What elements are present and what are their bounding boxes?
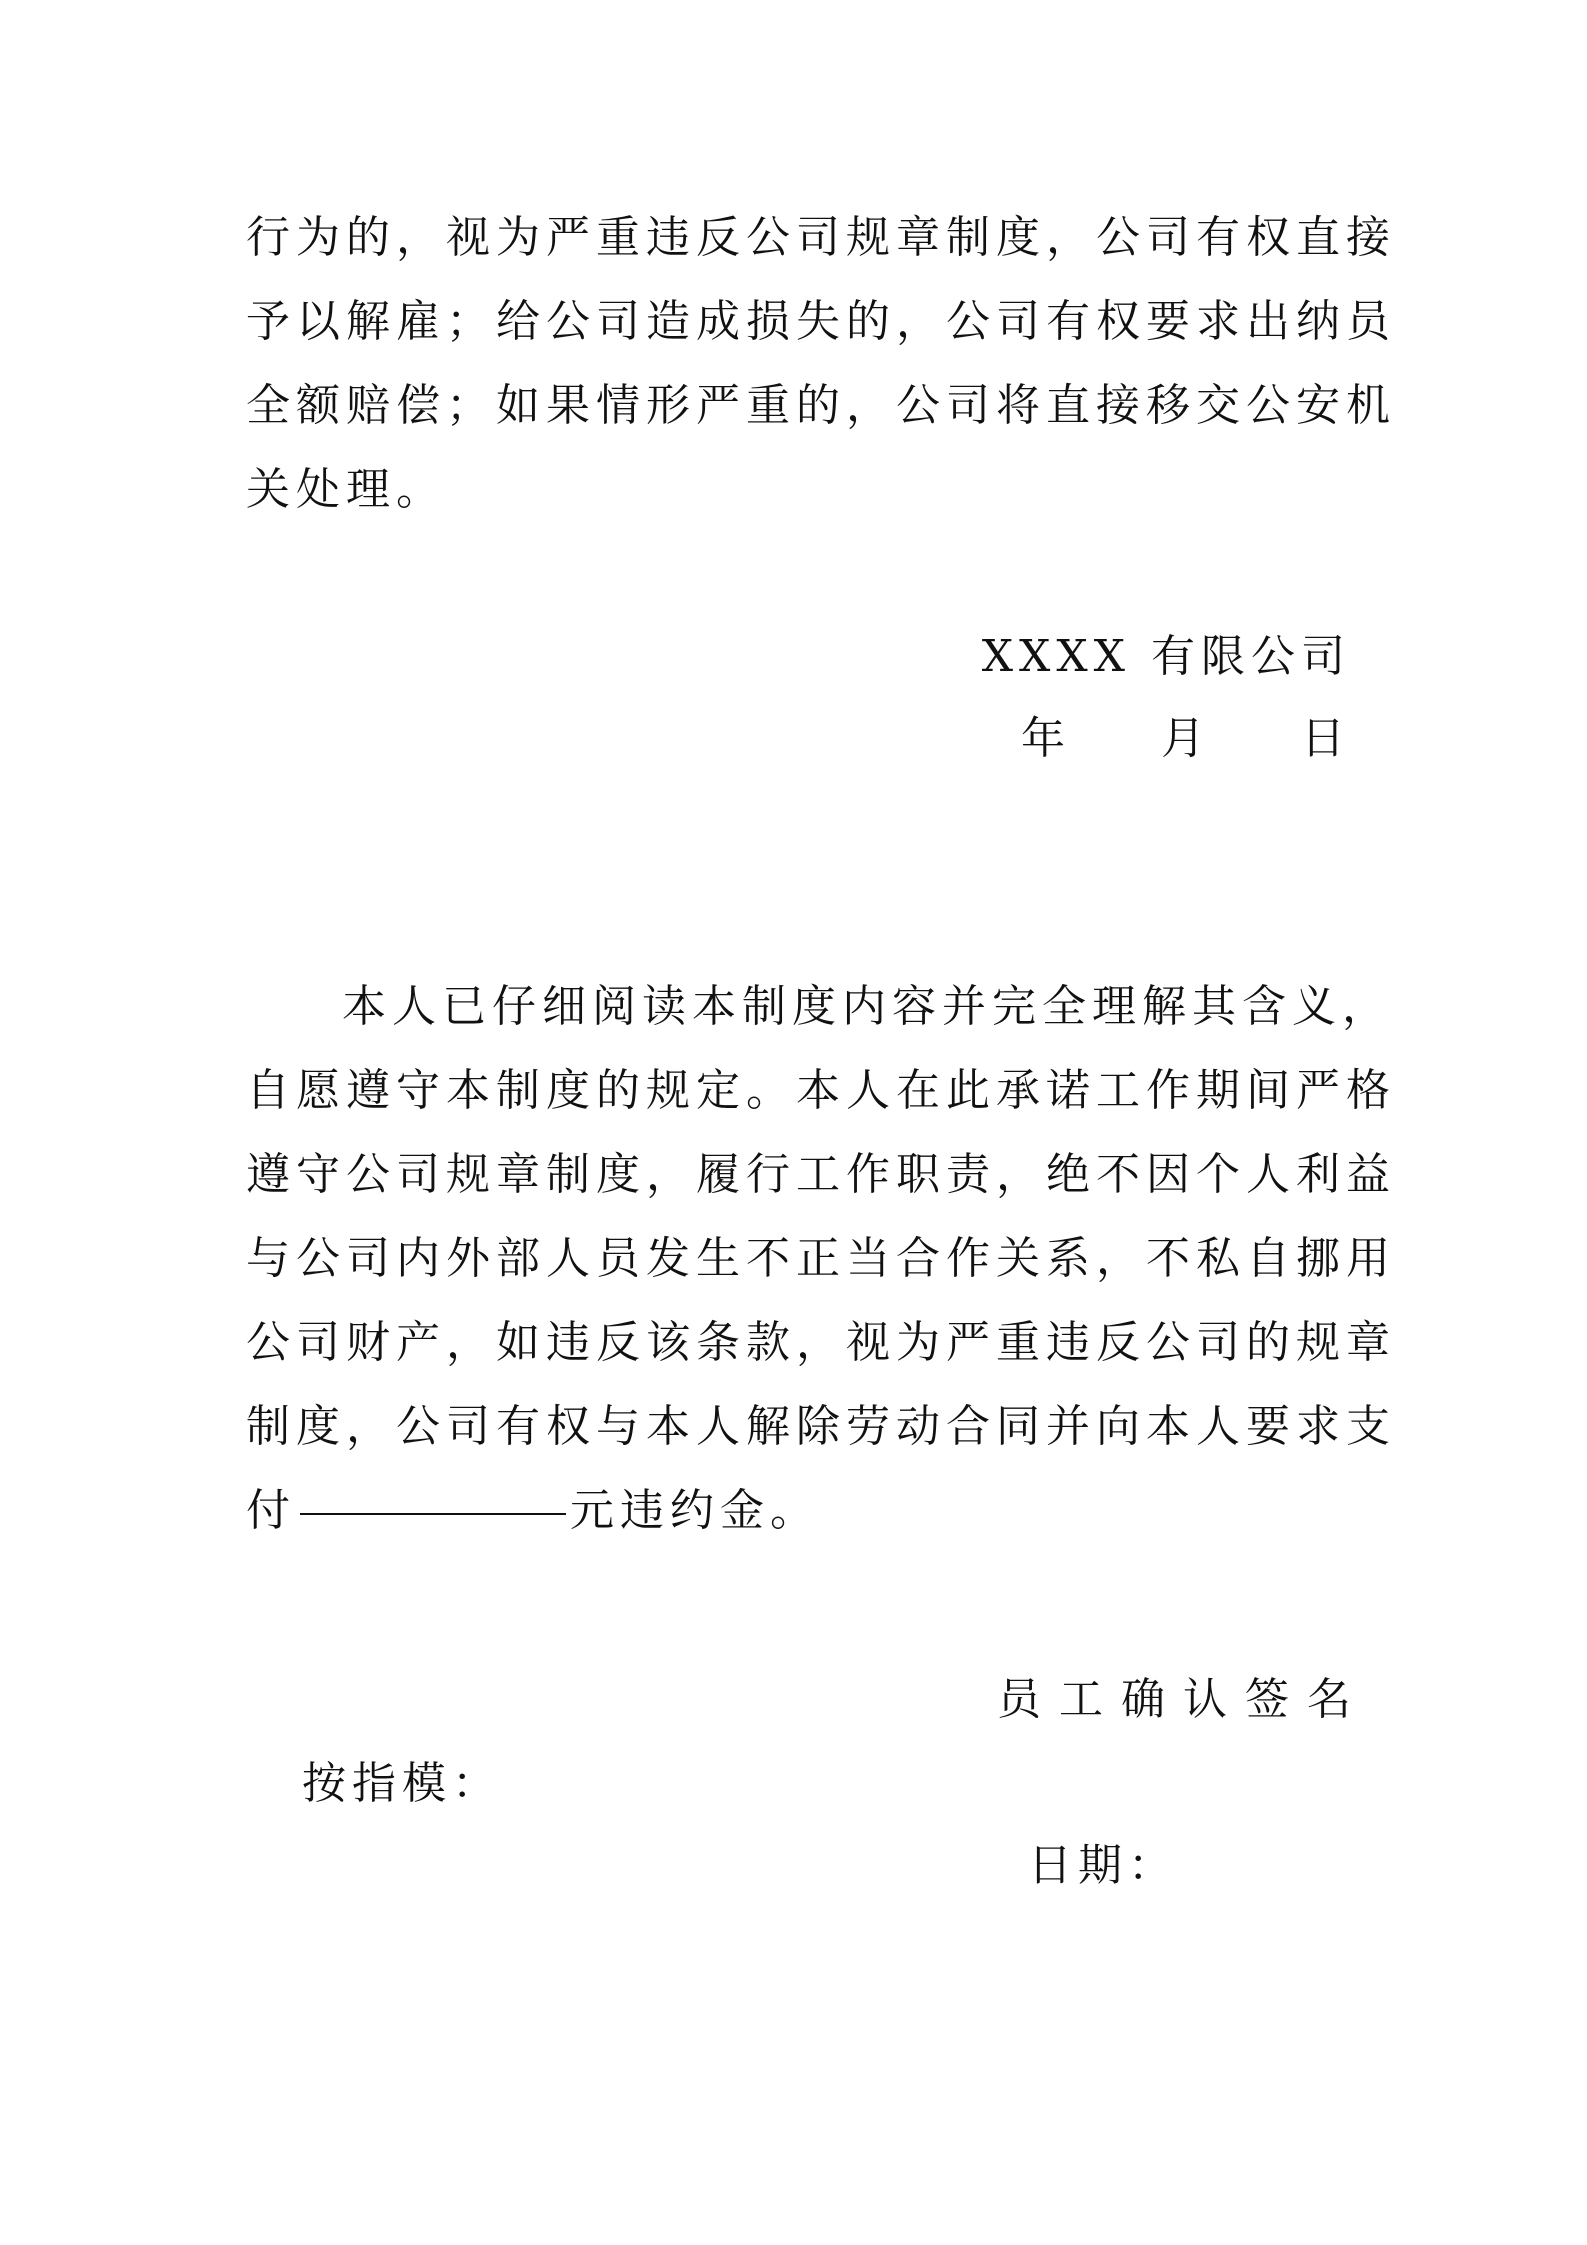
paragraph-line: 关处理。 [246, 464, 446, 515]
paragraph-line: 全额赔偿；如果情形严重的，公司将直接移交公安机 [246, 380, 1396, 431]
paragraph-line: 予以解雇；给公司造成损失的，公司有权要求出纳员 [246, 296, 1396, 347]
commitment-line: 自愿遵守本制度的规定。本人在此承诺工作期间严格 [246, 1065, 1396, 1116]
commitment-line: 与公司内外部人员发生不正当合作关系，不私自挪用 [246, 1233, 1396, 1284]
commitment-line [246, 965, 1392, 1049]
company-date-line [1021, 697, 1351, 781]
day-label: 日 [1301, 713, 1351, 764]
penalty-prefix: 付 [246, 1485, 296, 1536]
penalty-suffix: 元违约金。 [570, 1485, 820, 1536]
violation-paragraph [246, 196, 1396, 532]
penalty-line [246, 1469, 1356, 1553]
fingerprint-label: 按指模： [302, 1758, 502, 1809]
date-label: 日期： [1028, 1840, 1178, 1891]
commitment-paragraph [246, 965, 1396, 1553]
company-name: XXXX 有限公司 [981, 631, 1351, 682]
year-label: 年 [1021, 713, 1071, 764]
month-label: 月 [1161, 713, 1211, 764]
employee-signature-label: 员工确认签名 [997, 1674, 1369, 1725]
penalty-amount-blank[interactable] [300, 1513, 566, 1515]
commitment-text: 本人已仔细阅读本制度内容并完全理解其含义， [342, 981, 1392, 1032]
commitment-line: 遵守公司规章制度，履行工作职责，绝不因个人利益 [246, 1149, 1396, 1200]
commitment-line: 制度，公司有权与本人解除劳动合同并向本人要求支 [246, 1401, 1396, 1452]
commitment-line: 公司财产，如违反该条款，视为严重违反公司的规章 [246, 1317, 1396, 1368]
paragraph-line: 行为的，视为严重违反公司规章制度，公司有权直接 [246, 212, 1396, 263]
